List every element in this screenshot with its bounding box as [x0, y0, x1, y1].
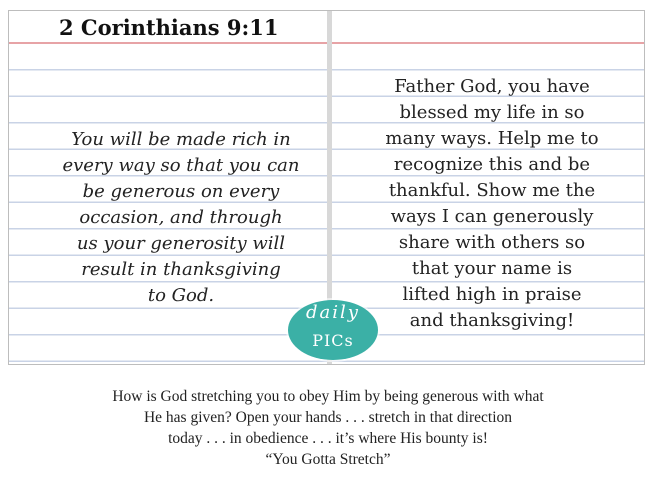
verse-line: You will be made rich in	[71, 129, 291, 150]
prayer-line: ways I can generously	[390, 206, 594, 227]
reflection-caption	[60, 386, 596, 470]
verse-line: be generous on every	[82, 181, 280, 202]
logo-caps-text: PICs	[312, 331, 354, 350]
prayer-line: blessed my life in so	[399, 102, 585, 123]
verse-line: us your generosity will	[76, 233, 286, 254]
prayer-line: that your name is	[411, 258, 573, 279]
daily-pics-logo	[288, 300, 378, 360]
caption-line: today . . . in obedience . . . it’s where His bounty is!	[168, 430, 488, 447]
verse-line: occasion, and through	[79, 207, 283, 228]
caption-line: “You Gotta Stretch”	[265, 451, 391, 468]
verse-line: result in thanksgiving	[81, 259, 281, 280]
index-card	[8, 10, 645, 365]
verse-line: to God.	[147, 285, 215, 306]
verse-line: every way so that you can	[62, 155, 300, 176]
verse-text	[45, 127, 317, 309]
scripture-reference: 2 Corinthians 9:11	[59, 15, 279, 40]
prayer-text	[367, 74, 617, 334]
caption-line: How is God stretching you to obey Him by being generous with what	[112, 388, 544, 405]
prayer-line: Father God, you have	[394, 76, 590, 97]
prayer-line: thankful. Show me the	[388, 180, 596, 201]
prayer-line: share with others so	[398, 232, 586, 253]
prayer-line: and thanksgiving!	[409, 310, 575, 331]
caption-line: He has given? Open your hands . . . stretch in that direction	[143, 409, 513, 426]
prayer-line: lifted high in praise	[402, 284, 582, 305]
logo-script-text: daily	[306, 302, 360, 323]
prayer-line: recognize this and be	[393, 154, 591, 175]
prayer-line: many ways. Help me to	[385, 128, 599, 149]
